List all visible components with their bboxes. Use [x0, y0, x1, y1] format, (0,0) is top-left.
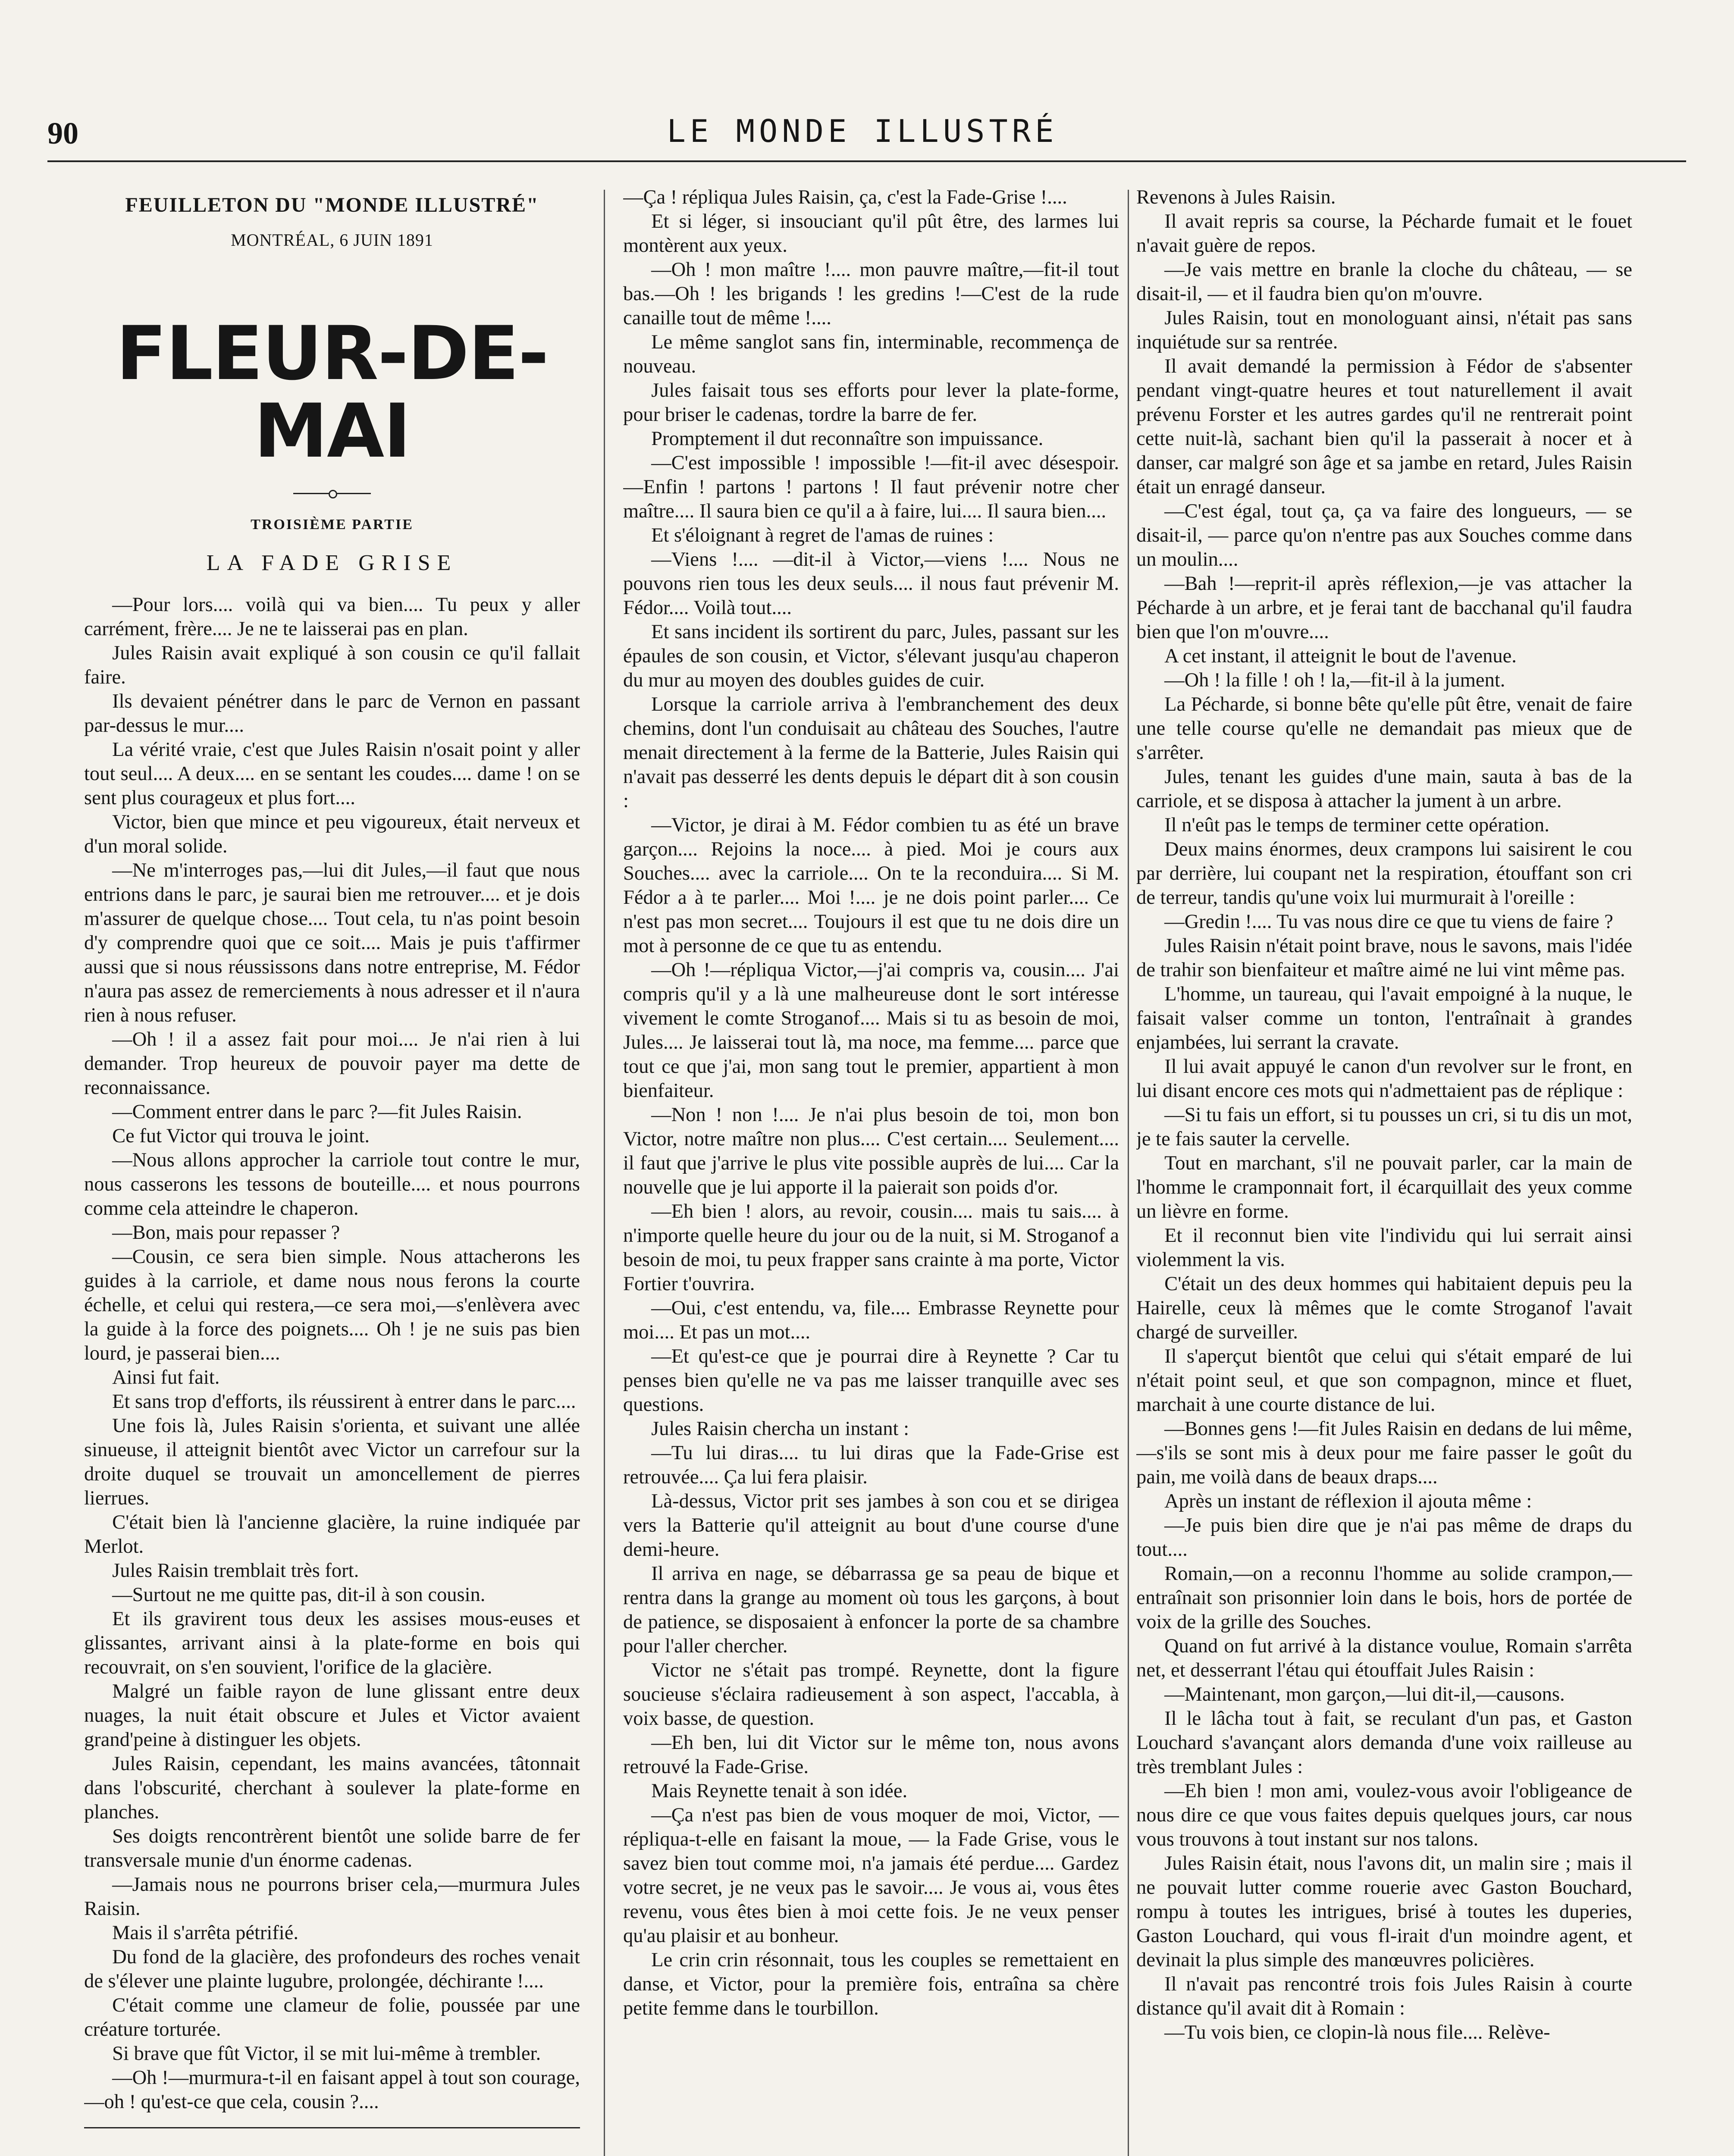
paragraph: Malgré un faible rayon de lune glissant entre deux nuages, la nuit était obscure et Jules et Victor avaient grand'peine à distinguer les objets.	[84, 1680, 580, 1751]
paragraph: Jules Raisin tremblait très fort.	[112, 1560, 359, 1582]
paragraph: Si brave que fût Victor, il se mit lui-même à trembler.	[112, 2043, 541, 2065]
paragraph: Après un instant de réflexion il ajouta même :	[1164, 1490, 1532, 1512]
paragraph: Romain,—on a reconnu l'homme au solide crampon,—entraînait son prisonnier loin dans le bois, hors de portée de voix de la grille des Souches.	[1136, 1563, 1632, 1633]
paragraph: Mais Reynette tenait à son idée.	[651, 1780, 908, 1802]
paragraph: Le même sanglot sans fin, interminable, recommença de nouveau.	[623, 331, 1119, 377]
paragraph: Victor ne s'était pas trompé. Reynette, dont la figure soucieuse s'éclaira radieusement à son aspect, l'accabla, à voix basse, de question.	[623, 1659, 1119, 1730]
feuilleton-label: FEUILLETON DU "MONDE ILLUSTRÉ"	[125, 194, 539, 216]
column-2	[623, 185, 1119, 2156]
paragraph: —Bonnes gens !—fit Jules Raisin en dedans de lui même,—s'ils se sont mis à deux pour me faire passer le goût du pain, me voilà dans de beaux draps....	[1136, 1418, 1632, 1488]
paragraph: C'était comme une clameur de folie, poussée par une créature torturée.	[84, 1994, 580, 2040]
paragraph: —Surtout ne me quitte pas, dit-il à son cousin.	[112, 1584, 486, 1606]
paragraph: Il s'aperçut bientôt que celui qui s'était emparé de lui n'était point seul, et que son compagnon, mince et fluet, marchait à une courte distance de lui.	[1136, 1345, 1632, 1416]
paragraph: Il n'eût pas le temps de terminer cette opération.	[1164, 814, 1549, 836]
column-3-body	[1136, 185, 1632, 2045]
dateline: MONTRÉAL, 6 JUIN 1891	[231, 230, 433, 250]
paragraph: Et sans trop d'efforts, ils réussirent à entrer dans le parc....	[112, 1391, 576, 1413]
column-divider	[1128, 190, 1129, 2156]
paragraph: L'homme, un taureau, qui l'avait empoigné à la nuque, le faisait valser comme un tonton, l'entraînait à grandes enjambées, lui serrant la cravate.	[1136, 983, 1632, 1053]
paragraph: —Et qu'est-ce que je pourrai dire à Reynette ? Car tu penses bien qu'elle ne va pas me laisser tranquille avec ses questions.	[623, 1345, 1119, 1416]
paragraph: Jules, tenant les guides d'une main, sauta à bas de la carriole, et se disposa à attacher la jument à un arbre.	[1136, 766, 1632, 812]
column-divider	[604, 190, 605, 2156]
paragraph: —Gredin !.... Tu vas nous dire ce que tu viens de faire ?	[1164, 911, 1613, 933]
paragraph: —C'est impossible ! impossible !—fit-il avec désespoir.—Enfin ! partons ! partons ! Il faut prévenir notre cher maître.... Il saura bien ce qu'il a à faire, lui.... Il saura bien....	[623, 452, 1119, 522]
paragraph: —Eh ben, lui dit Victor sur le même ton, nous avons retrouvé la Fade-Grise.	[623, 1732, 1119, 1778]
header-rule	[47, 160, 1686, 162]
paragraph: Il n'avait pas rencontré trois fois Jules Raisin à courte distance qu'il avait dit à Romain :	[1136, 1973, 1632, 2019]
paragraph: Et sans incident ils sortirent du parc, Jules, passant sur les épaules de son cousin, et Victor, s'élevant jusqu'au chaperon du mur au moyen des doubles guides de cuir.	[623, 621, 1119, 691]
paragraph: —Non ! non !.... Je n'ai plus besoin de toi, mon bon Victor, notre maître non plus.... C'est certain.... Seulement.... il faut que j'arrive le plus vite possible auprès de lui.... Car la nouvelle que je lui apporte il la paierait son poids d'or.	[623, 1104, 1119, 1198]
paragraph: —Ça n'est pas bien de vous moquer de moi, Victor, — répliqua-t-elle en faisant la moue, — la Fade Grise, vous le savez bien tout comme moi, n'a jamais été perdue.... Gardez votre secret, je ne veux pas le savoir.... Je vous ai, vous êtes revenu, vous êtes bien à moi cette fois. Je ne veux penser qu'au plaisir et au bonheur.	[623, 1804, 1119, 1947]
paragraph: Il avait repris sa course, la Pécharde fumait et le fouet n'avait guère de repos.	[1136, 210, 1632, 257]
paragraph: Revenons à Jules Raisin.	[1136, 186, 1336, 208]
paragraph: —Pour lors.... voilà qui va bien.... Tu peux y aller carrément, frère.... Je ne te laisserai pas en plan.	[84, 594, 580, 640]
chapter-heading: LA FADE GRISE	[206, 551, 458, 575]
paragraph: Jules Raisin, tout en monologuant ainsi, n'était pas sans inquiétude sur sa rentrée.	[1136, 307, 1632, 353]
paragraph: —Je vais mettre en branle la cloche du château, — se disait-il, — et il faudra bien qu'on m'ouvre.	[1136, 259, 1632, 305]
paragraph: —Oh !—murmura-t-il en faisant appel à tout son courage,—oh ! qu'est-ce que cela, cousin ?....	[84, 2067, 580, 2113]
column-1	[84, 185, 580, 2156]
paragraph: —Je puis bien dire que je n'ai pas même de draps du tout....	[1136, 1514, 1632, 1561]
paragraph: —Eh bien ! alors, au revoir, cousin.... mais tu sais.... à n'importe quelle heure du jour ou de la nuit, si M. Stroganof a besoin de moi, tu peux frapper sans crainte à ma porte, Victor Fortier t'ouvrira.	[623, 1200, 1119, 1295]
paragraph: Et ils gravirent tous deux les assises mous-euses et glissantes, arrivant ainsi à la plate-forme en bois qui recouvrait, on s'en souvient, l'orifice de la glacière.	[84, 1608, 580, 1678]
paragraph: Victor, bien que mince et peu vigoureux, était nerveux et d'un moral solide.	[84, 811, 580, 857]
paragraph: —Oui, c'est entendu, va, file.... Embrasse Reynette pour moi.... Et pas un mot....	[623, 1297, 1119, 1343]
journal-title: LE MONDE ILLUSTRÉ	[667, 113, 1058, 149]
paragraph: Promptement il dut reconnaître son impuissance.	[651, 428, 1044, 450]
paragraph: C'était bien là l'ancienne glacière, la ruine indiquée par Merlot.	[84, 1511, 580, 1557]
paragraph: —Bon, mais pour repasser ?	[112, 1222, 340, 1244]
paragraph: Il le lâcha tout à fait, se reculant d'un pas, et Gaston Louchard s'avançant alors demanda d'une voix railleuse au très tremblant Jules :	[1136, 1708, 1632, 1778]
paragraph: —Bah !—reprit-il après réflexion,—je vas attacher la Pécharde à un arbre, et je ferai tant de bacchanal qu'il faudra bien que l'on m'ouvre....	[1136, 573, 1632, 643]
column-3	[1136, 185, 1632, 2156]
paragraph: Ce fut Victor qui trouva le joint.	[112, 1125, 370, 1147]
paragraph: A cet instant, il atteignit le bout de l'avenue.	[1164, 645, 1517, 667]
paragraph: Et s'éloignant à regret de l'amas de ruines :	[651, 524, 994, 546]
paragraph: Une fois là, Jules Raisin s'orienta, et suivant une allée sinueuse, il atteignit bientôt avec Victor un carrefour sur la droite duquel se trouvait un amoncellement de pierres lierrues.	[84, 1415, 580, 1509]
paragraph: —Tu vois bien, ce clopin-là nous file.... Relève-	[1164, 2021, 1550, 2043]
paragraph: Deux mains énormes, deux crampons lui saisirent le cou par derrière, lui coupant net la respiration, étouffant son cri de terreur, tandis qu'une voix lui murmurait à l'oreille :	[1136, 838, 1632, 909]
paragraph: C'était un des deux hommes qui habitaient depuis peu la Hairelle, ceux là mêmes que le comte Stroganof l'avait chargé de surveiller.	[1136, 1273, 1632, 1343]
paragraph: Ils devaient pénétrer dans le parc de Vernon en passant par-dessus le mur....	[84, 690, 580, 736]
part-heading: TROISIÈME PARTIE	[251, 517, 414, 533]
paragraph: —C'est égal, tout ça, ça va faire des longueurs, — se disait-il, — parce qu'on n'entre pas aux Souches comme dans un moulin....	[1136, 500, 1632, 570]
paragraph: —Eh bien ! mon ami, voulez-vous avoir l'obligeance de nous dire ce que vous faites depuis quelques jours, car nous vous trouvons à tout instant sur nos talons.	[1136, 1780, 1632, 1850]
paragraph: —Oh ! la fille ! oh ! la,—fit-il à la jument.	[1164, 669, 1505, 691]
paragraph: Tout en marchant, s'il ne pouvait parler, car la main de l'homme le cramponnait fort, il écarquillait des yeux comme un lièvre en forme.	[1136, 1152, 1632, 1222]
paragraph: Et si léger, si insouciant qu'il pût être, des larmes lui montèrent aux yeux.	[623, 210, 1119, 257]
paragraph: —Oh ! il a assez fait pour moi.... Je n'ai rien à lui demander. Trop heureux de pouvoir payer ma dette de reconnaissance.	[84, 1028, 580, 1099]
paragraph: —Si tu fais un effort, si tu pousses un cri, si tu dis un mot, je te fais sauter la cervelle.	[1136, 1104, 1632, 1150]
paragraph: Jules Raisin n'était point brave, nous le savons, mais l'idée de trahir son bienfaiteur et maître aimé ne lui vint même pas.	[1136, 935, 1632, 981]
paragraph: Il arriva en nage, se débarrassa ge sa peau de bique et rentra dans la grange au moment où tous les garçons, à bout de patience, se disposaient à enfoncer la porte de sa chambre pour l'aller chercher.	[623, 1563, 1119, 1657]
paragraph: Du fond de la glacière, des profondeurs des roches venait de s'élever une plainte lugubre, prolongée, déchirante !....	[84, 1946, 580, 1992]
paragraph: —Ne m'interroges pas,—lui dit Jules,—il faut que nous entrions dans le parc, je saurai bien me retrouver.... et je dois m'assurer de quelque chose.... Tout cela, tu n'as point besoin d'y comprendre quoi que ce soit.... Mais je puis t'affirmer aussi que si nous réussissons dans notre entreprise, M. Fédor n'aura pas assez de remerciements à nous adresser et il n'aura rien à nous refuser.	[84, 859, 580, 1026]
paragraph: —Oh !—répliqua Victor,—j'ai compris va, cousin.... J'ai compris qu'il y a là une malheureuse dont le sort intéresse vivement le comte Stroganof.... Mais si tu as besoin de moi, Jules.... Je laisserai tout là, ma noce, ma femme.... parce que tout ce que j'ai, mon sang tout le premier, appartient à mon bienfaiteur.	[623, 959, 1119, 1102]
paragraph: Il avait demandé la permission à Fédor de s'absenter pendant vingt-quatre heures et tout naturellement il avait prévenu Forster et les autres gardes qu'il ne rentrerait point cette nuit-là, sachant bien qu'il la passerait à nocer et à danser, car malgré son âge et sa jambe en retard, Jules Raisin était un enragé danseur.	[1136, 355, 1632, 498]
paragraph: —Comment entrer dans le parc ?—fit Jules Raisin.	[112, 1101, 522, 1123]
column-2-body	[623, 185, 1119, 2021]
paragraph: Jules Raisin chercha un instant :	[651, 1418, 909, 1440]
paragraph: —Jamais nous ne pourrons briser cela,—murmura Jules Raisin.	[84, 1874, 580, 1920]
paragraph: Ses doigts rencontrèrent bientôt une solide barre de fer transversale munie d'un énorme cadenas.	[84, 1825, 580, 1871]
paragraph: Jules Raisin était, nous l'avons dit, un malin sire ; mais il ne pouvait lutter comme rouerie avec Gaston Bouchard, rompu à toutes les intrigues, brisé à toutes les duperies, Gaston Louchard, qui vous fl-irait d'un moindre agent, et devinait la plus simple des manœuvres policières.	[1136, 1852, 1632, 1971]
paragraph: Mais il s'arrêta pétrifié.	[112, 1922, 298, 1944]
paragraph: Jules faisait tous ses efforts pour lever la plate-forme, pour briser le cadenas, tordre la barre de fer.	[623, 379, 1119, 426]
paragraph: La Pécharde, si bonne bête qu'elle pût être, venait de faire une telle course qu'elle ne demandait pas mieux que de s'arrêter.	[1136, 693, 1632, 764]
paragraph: Là-dessus, Victor prit ses jambes à son cou et se dirigea vers la Batterie qu'il atteignit au bout d'une course d'une demi-heure.	[623, 1490, 1119, 1561]
paragraph: Et il reconnut bien vite l'individu qui lui serrait ainsi violemment la vis.	[1136, 1225, 1632, 1271]
paragraph: Lorsque la carriole arriva à l'embranchement des deux chemins, dont l'un conduisait au château des Souches, l'autre menait directement à la ferme de la Batterie, Jules Raisin qui n'avait pas desserré les dents depuis le départ dit à son cousin :	[623, 693, 1119, 812]
paragraph: —Viens !.... —dit-il à Victor,—viens !.... Nous ne pouvons rien tous les deux seuls.... il nous faut prévenir M. Fédor.... Voilà tout....	[623, 548, 1119, 619]
paragraph: Le crin crin résonnait, tous les couples se remettaient en danse, et Victor, pour la première fois, entraîna sa chère petite femme dans le tourbillon.	[623, 1949, 1119, 2019]
paragraph: —Ça ! répliqua Jules Raisin, ça, c'est la Fade-Grise !....	[623, 186, 1067, 208]
paragraph: —Nous allons approcher la carriole tout contre le mur, nous casserons les tessons de bouteille.... et nous pourrons comme cela atteindre le chaperon.	[84, 1149, 580, 1219]
paragraph: —Oh ! mon maître !.... mon pauvre maître,—fit-il tout bas.—Oh ! les brigands ! les gredins !—C'est de la rude canaille tout de même !....	[623, 259, 1119, 329]
column-end-rule	[84, 2127, 580, 2128]
paragraph: Ainsi fut fait.	[112, 1366, 220, 1388]
paragraph: —Cousin, ce sera bien simple. Nous attacherons les guides à la carriole, et dame nous nous ferons la courte échelle, et celui qui restera,—ce sera moi,—s'enlèvera avec la guide à la force des poignets.... Oh ! je ne suis pas bien lourd, je passerai bien....	[84, 1246, 580, 1364]
paragraph: —Tu lui diras.... tu lui diras que la Fade-Grise est retrouvée.... Ça lui fera plaisir.	[623, 1442, 1119, 1488]
paragraph: Jules Raisin avait expliqué à son cousin ce qu'il fallait faire.	[84, 642, 580, 688]
paragraph: Il lui avait appuyé le canon d'un revolver sur le front, en lui disant encore ces mots qui n'admettaient pas de réplique :	[1136, 1056, 1632, 1102]
paragraph: La vérité vraie, c'est que Jules Raisin n'osait point y aller tout seul.... A deux.... en se sentant les coudes.... dame ! on se sent plus courageux et plus fort....	[84, 739, 580, 809]
column-1-body	[84, 593, 580, 2114]
paragraph: Jules Raisin, cependant, les mains avancées, tâtonnait dans l'obscurité, cherchant à soulever la plate-forme en planches.	[84, 1753, 580, 1823]
serial-title: FLEUR-DE-MAI	[116, 310, 548, 474]
page-number: 90	[47, 116, 78, 150]
paragraph: —Victor, je dirai à M. Fédor combien tu as été un brave garçon.... Rejoins la noce.... à pied. Moi je cours aux Souches.... avec la carriole.... On te la reconduira.... Si M. Fédor a à te parler.... Moi !.... je ne dois point parler.... Ce n'est pas mon secret.... Toujours il est que tu ne dois dire un mot à personne de ce que tu as entendu.	[623, 814, 1119, 957]
ornament-divider	[293, 489, 371, 498]
paragraph: —Maintenant, mon garçon,—lui dit-il,—causons.	[1164, 1683, 1565, 1705]
paragraph: Quand on fut arrivé à la distance voulue, Romain s'arrêta net, et desserrant l'étau qui étouffait Jules Raisin :	[1136, 1635, 1632, 1681]
